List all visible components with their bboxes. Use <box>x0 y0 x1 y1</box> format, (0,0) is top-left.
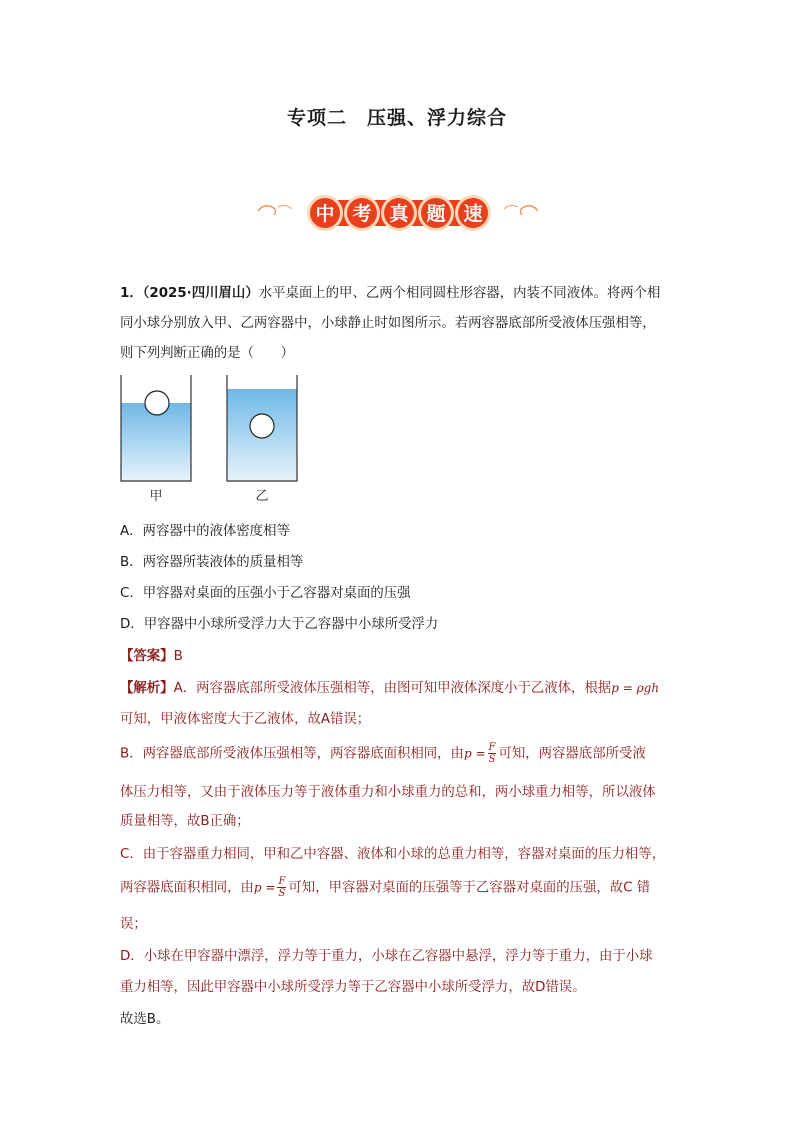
option-c: C．甲容器对桌面的压强小于乙容器对桌面的压强 <box>120 586 411 601</box>
banner-left-ornament <box>220 205 300 219</box>
analysis-b-line-2: 体压力相等，又由于液体压力等于液体重力和小球重力的总和，两小球重力相等，所以液体 <box>120 785 656 800</box>
ball-yi <box>250 414 274 438</box>
analysis-c-line-3: 误； <box>120 917 147 932</box>
analysis-label: 【解析】 <box>120 681 174 696</box>
analysis-d-line-2: 重力相等，因此甲容器中小球所受浮力等于乙容器中小球所受浮力，故D错误。 <box>120 980 586 995</box>
analysis-d-line-1: D．小球在甲容器中漂浮，浮力等于重力，小球在乙容器中悬浮，浮力等于重力，由于小球 <box>120 949 653 964</box>
analysis-c-line-2 <box>120 876 650 899</box>
banner-char: 中 <box>315 203 335 225</box>
analysis-c-text-2a: 两容器底面积相同，由 <box>120 880 254 896</box>
label-yi: 乙 <box>255 489 269 504</box>
question-text-1: 水平桌面上的甲、乙两个相同圆柱形容器，内装不同液体。将两个相 <box>258 286 661 301</box>
banner-char: 题 <box>426 203 446 225</box>
analysis-a-line-1 <box>120 677 659 696</box>
option-d: D．甲容器中小球所受浮力大于乙容器中小球所受浮力 <box>120 617 439 632</box>
ball-jia <box>145 391 169 415</box>
banner-char: 速 <box>463 203 483 225</box>
container-yi <box>227 375 297 504</box>
fraction-f-over-s-2: $\frac{F}{S}$ <box>278 876 286 899</box>
analysis-c-line-1: C．由于容器重力相同，甲和乙中容器、液体和小球的总重力相等，容器对桌面的压力相等， <box>120 847 665 862</box>
analysis-a-text-1: A．两容器底部所受液体压强相等，由图可知甲液体深度小于乙液体，根据 <box>173 681 612 696</box>
formula-p-eq: p = <box>463 746 486 761</box>
page-title: 专项二 压强、浮力综合 <box>286 107 507 129</box>
analysis-a-line-2: 可知，甲液体密度大于乙液体，故A错误； <box>120 712 371 727</box>
conclusion: 故选B。 <box>120 1012 170 1027</box>
section-banner <box>218 189 578 239</box>
fraction-f-over-s: $\frac{F}{S}$ <box>488 742 496 765</box>
banner-char: 考 <box>352 203 372 225</box>
analysis-b-text-1b: 可知，两容器底部所受液 <box>498 746 646 762</box>
answer-label: 【答案】 <box>120 649 174 664</box>
banner-right-ornament <box>496 205 576 219</box>
question-text-3: 则下列判断正确的是（ ） <box>120 346 295 361</box>
question-line-1 <box>120 282 660 301</box>
analysis-c-text-2b: 可知，甲容器对桌面的压强等于乙容器对桌面的压强，故C 错 <box>288 880 651 896</box>
container-jia <box>121 375 191 504</box>
analysis-b-text-1: B．两容器底部所受液体压强相等，两容器底面积相同，由 <box>120 746 464 762</box>
formula-rho-g-h: p = ρgh <box>611 681 660 695</box>
analysis-b-line-1 <box>120 742 646 765</box>
label-jia: 甲 <box>149 489 163 504</box>
option-a: A．两容器中的液体密度相等 <box>120 524 290 539</box>
analysis-b-line-3: 质量相等，故B正确； <box>120 814 250 829</box>
question-text-2: 同小球分别放入甲、乙两容器中，小球静止时如图所示。若两容器底部所受液体压强相等， <box>120 316 656 331</box>
answer-line <box>120 645 183 664</box>
option-b: B．两容器所装液体的质量相等 <box>120 555 304 570</box>
banner-char: 真 <box>389 203 409 225</box>
question-source: （2025·四川眉山） <box>142 286 259 301</box>
formula-p-eq-2: p = <box>253 880 276 895</box>
containers-figure <box>118 373 308 508</box>
answer-value: B <box>173 649 183 664</box>
question-number: 1． <box>120 286 143 301</box>
